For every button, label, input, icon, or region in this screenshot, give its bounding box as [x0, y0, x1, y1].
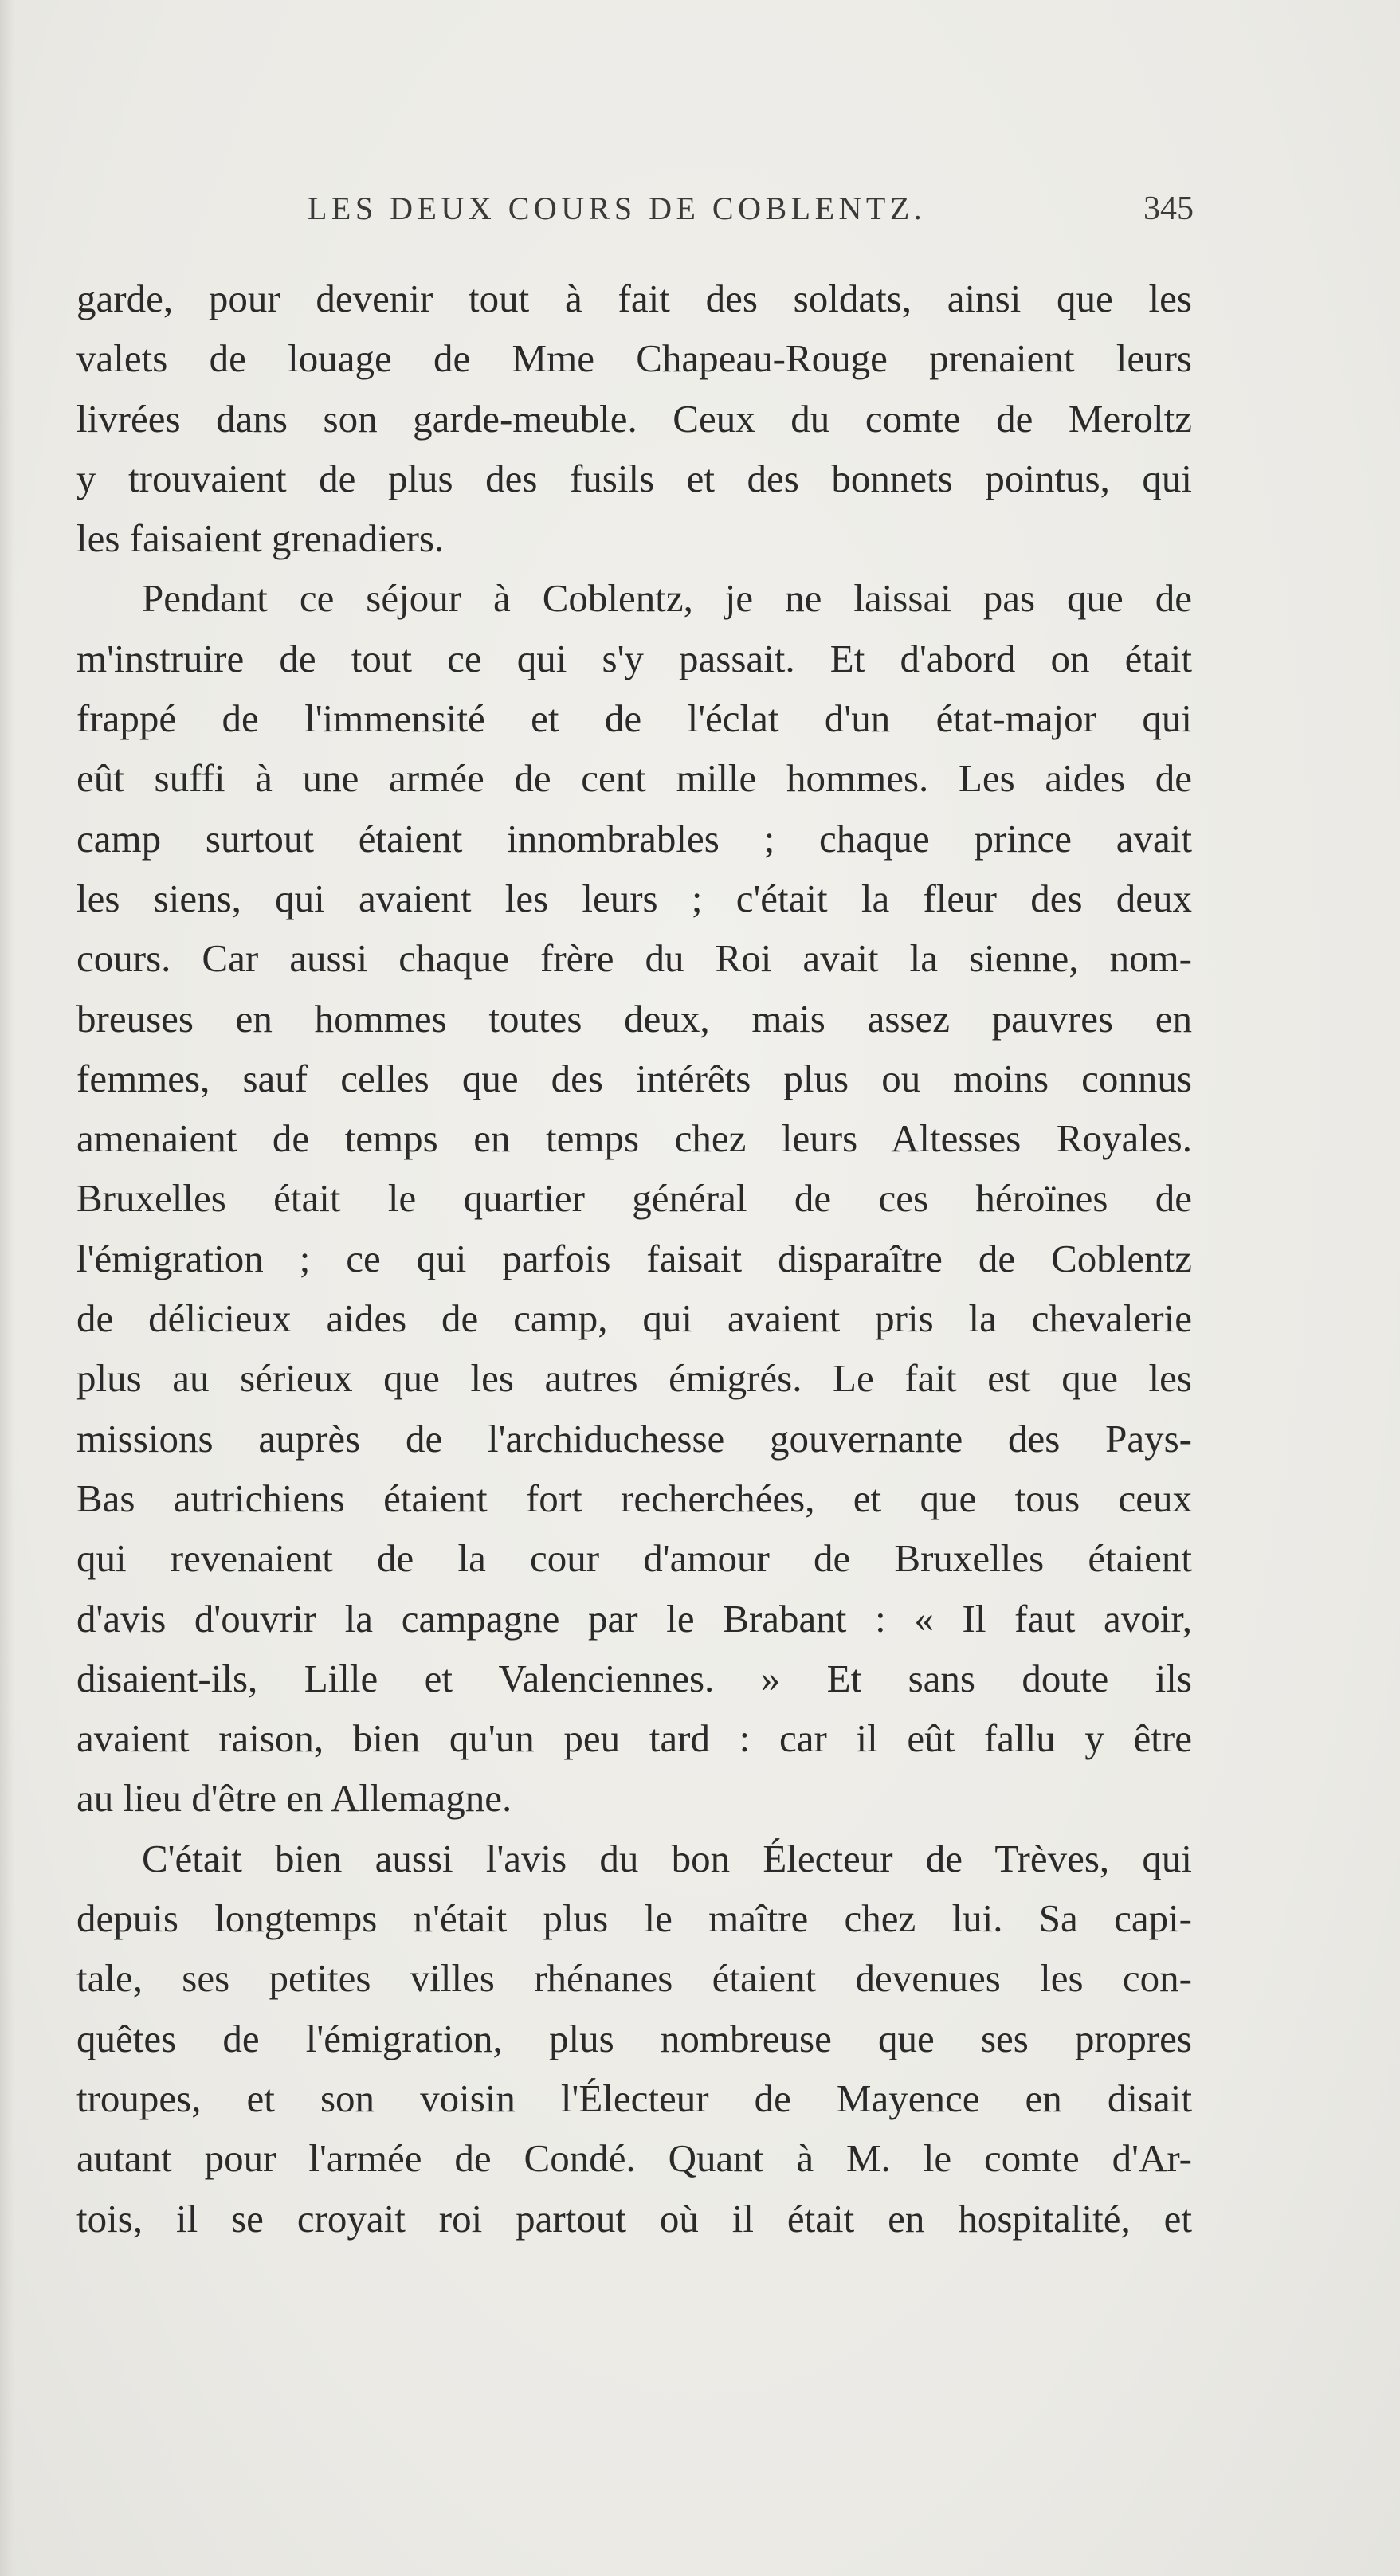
- text-line: missions auprès de l'archiduchesse gouvernante des Pays-: [76, 1416, 1192, 1461]
- text-line: les faisaient grenadiers.: [76, 516, 445, 561]
- text-line: l'émigration ; ce qui parfois faisait disparaître de Coblentz: [76, 1236, 1192, 1280]
- text-line: quêtes de l'émigration, plus nombreuse que ses propres: [76, 2016, 1192, 2060]
- text-line: plus au sérieux que les autres émigrés. Le fait est que les: [76, 1356, 1192, 1401]
- text-line: frappé de l'immensité et de l'éclat d'un état-major qui: [76, 696, 1192, 741]
- text-line: y trouvaient de plus des fusils et des bonnets pointus, qui: [76, 456, 1192, 500]
- running-title: LES DEUX COURS DE COBLENTZ.: [308, 190, 927, 226]
- text-line: disaient-ils, Lille et Valenciennes. » Et sans doute ils: [76, 1656, 1192, 1700]
- text-line: valets de louage de Mme Chapeau-Rouge prenaient leurs: [76, 336, 1192, 381]
- text-line: camp surtout étaient innombrables ; chaque prince avait: [76, 816, 1192, 861]
- text-line: depuis longtemps n'était plus le maître chez lui. Sa capi-: [76, 1896, 1192, 1941]
- text-line: tale, ses petites villes rhénanes étaient devenues les con-: [76, 1956, 1192, 2001]
- text-line: d'avis d'ouvrir la campagne par le Brabant : « Il faut avoir,: [76, 1596, 1192, 1641]
- text-line: cours. Car aussi chaque frère du Roi avait la sienne, nom-: [76, 936, 1192, 981]
- text-line: amenaient de temps en temps chez leurs Altesses Royales.: [76, 1116, 1192, 1161]
- text-line: de délicieux aides de camp, qui avaient pris la chevalerie: [76, 1296, 1192, 1341]
- text-line: avaient raison, bien qu'un peu tard : car il eût fallu y être: [76, 1716, 1192, 1761]
- text-line: C'était bien aussi l'avis du bon Électeur de Trèves, qui: [142, 1836, 1192, 1880]
- text-line: m'instruire de tout ce qui s'y passait. Et d'abord on était: [76, 636, 1192, 680]
- text-line: Pendant ce séjour à Coblentz, je ne laissai pas que de: [142, 576, 1192, 621]
- text-line: Bas autrichiens étaient fort recherchées, et que tous ceux: [76, 1476, 1192, 1520]
- page-number: 345: [1143, 190, 1194, 227]
- text-line: livrées dans son garde-meuble. Ceux du comte de Meroltz: [76, 396, 1192, 441]
- text-line: Bruxelles était le quartier général de ces héroïnes de: [76, 1176, 1192, 1221]
- text-line: au lieu d'être en Allemagne.: [76, 1776, 512, 1821]
- text-line: tois, il se croyait roi partout où il était en hospitalité, et: [76, 2196, 1192, 2241]
- body-text: [76, 269, 1192, 2249]
- page-gutter-shadow: [0, 0, 14, 2576]
- text-line: autant pour l'armée de Condé. Quant à M. le comte d'Ar-: [76, 2136, 1192, 2181]
- text-line: eût suffi à une armée de cent mille hommes. Les aides de: [76, 756, 1192, 801]
- running-head: [76, 190, 1192, 237]
- text-line: qui revenaient de la cour d'amour de Bruxelles étaient: [76, 1536, 1192, 1581]
- text-line: femmes, sauf celles que des intérêts plus ou moins connus: [76, 1056, 1192, 1100]
- text-line: breuses en hommes toutes deux, mais assez pauvres en: [76, 996, 1192, 1041]
- text-line: troupes, et son voisin l'Électeur de Mayence en disait: [76, 2076, 1192, 2120]
- text-line: les siens, qui avaient les leurs ; c'était la fleur des deux: [76, 876, 1192, 920]
- text-line: garde, pour devenir tout à fait des soldats, ainsi que les: [76, 276, 1192, 320]
